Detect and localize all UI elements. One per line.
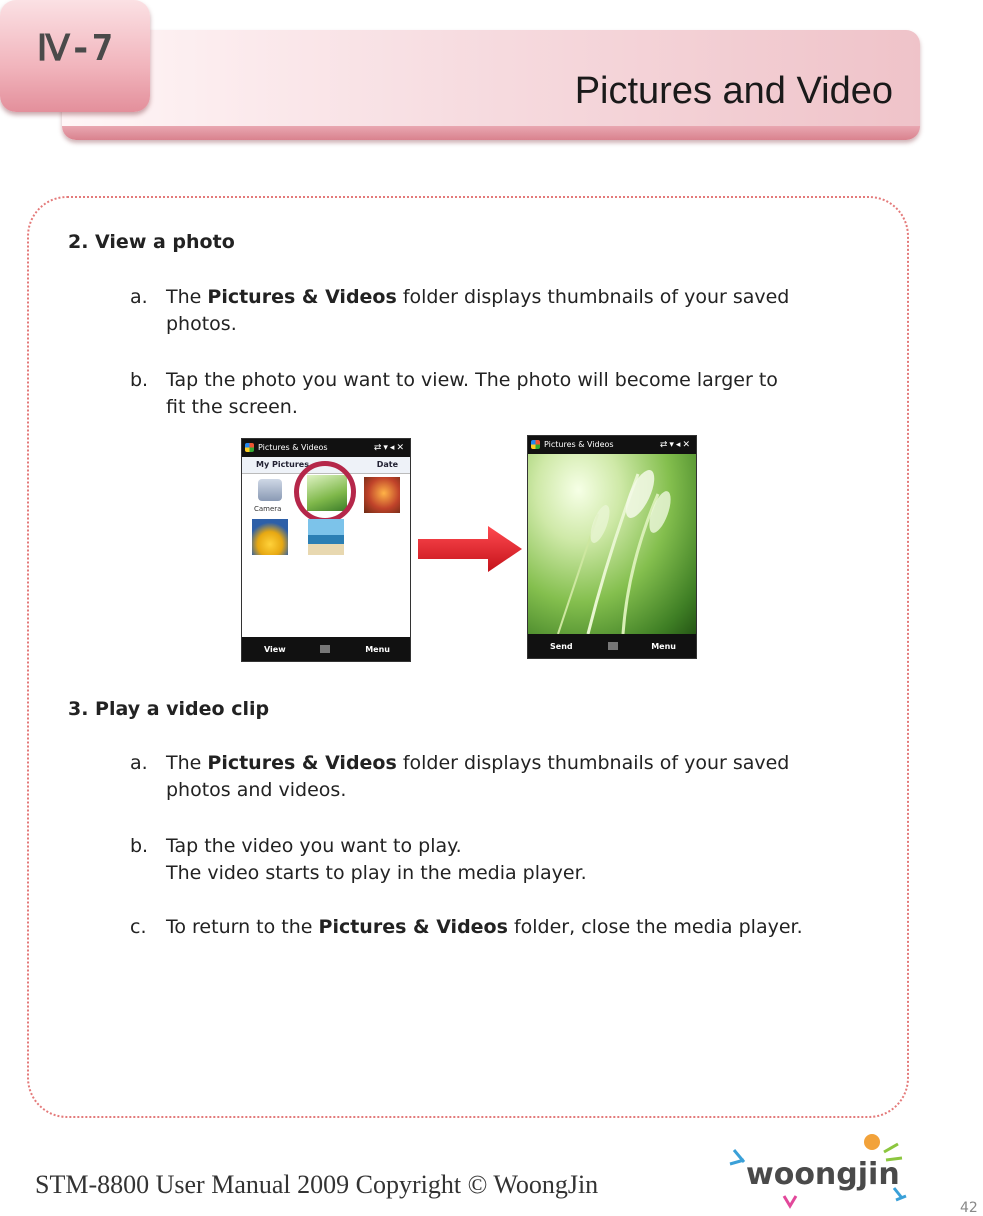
step-text-part: The [166, 286, 208, 308]
full-photo [528, 454, 696, 634]
right-arrow-icon [418, 526, 522, 572]
page-number: 42 [960, 1200, 978, 1216]
step-text [166, 283, 789, 311]
windows-start-icon [245, 443, 254, 452]
step-text [166, 913, 803, 941]
step-text-part: folder displays thumbnails of your saved [396, 752, 790, 774]
soft-key-send: Send [550, 642, 573, 651]
bold-folder-name: Pictures & Videos [207, 752, 397, 774]
photo-thumbnail [252, 519, 288, 555]
logo-wordmark: woongjin [746, 1157, 900, 1192]
list-marker: c. [130, 916, 147, 938]
app-title: Pictures & Videos [544, 440, 614, 449]
status-bar [528, 436, 696, 454]
bold-folder-name: Pictures & Videos [207, 286, 397, 308]
step-text: Tap the photo you want to view. The photo will become larger to [166, 369, 778, 391]
phone-screenshot-full-photo [527, 435, 697, 659]
step-text-part: folder displays thumbnails of your saved [396, 286, 790, 308]
soft-key-menu: Menu [651, 642, 676, 651]
step-text-continued: fit the screen. [166, 396, 298, 418]
section-heading-play-video: 3. Play a video clip [68, 698, 270, 720]
step-text-continued: photos. [166, 313, 237, 335]
status-bar [242, 439, 410, 457]
page-title: Pictures and Video [574, 70, 893, 112]
step-text-part: folder, close the media player. [507, 916, 803, 938]
step-text-part: The [166, 752, 208, 774]
keyboard-icon [320, 645, 330, 653]
section-number: Ⅳ-7 [36, 28, 114, 69]
list-marker: b. [130, 369, 149, 391]
woongjin-logo [724, 1130, 912, 1212]
soft-key-bar [242, 637, 410, 661]
section-badge [0, 0, 150, 112]
photo-thumbnail [308, 519, 344, 555]
status-icons: ⇄▾◂✕ [373, 443, 406, 453]
status-icons: ⇄▾◂✕ [659, 440, 692, 450]
bold-folder-name: Pictures & Videos [318, 916, 508, 938]
folder-dropdown: My Pictures [256, 460, 309, 469]
photo-thumbnail [364, 477, 400, 513]
app-title: Pictures & Videos [258, 443, 328, 452]
selection-circle [294, 461, 356, 523]
step-text-continued: The video starts to play in the media player. [166, 862, 587, 884]
soft-key-view: View [264, 645, 286, 654]
grass-illustration [528, 454, 696, 634]
sort-dropdown: Date [376, 460, 398, 469]
footer-copyright: STM-8800 User Manual 2009 Copyright © WoongJin [35, 1170, 599, 1199]
step-text-part: To return to the [166, 916, 319, 938]
step-text-continued: photos and videos. [166, 779, 347, 801]
camera-icon [258, 479, 282, 501]
step-text: Tap the video you want to play. [166, 835, 462, 857]
soft-key-bar [528, 634, 696, 658]
windows-start-icon [531, 440, 540, 449]
step-text [166, 749, 789, 777]
keyboard-icon [608, 642, 618, 650]
list-marker: a. [130, 286, 148, 308]
camera-label: Camera [254, 505, 282, 513]
soft-key-menu: Menu [365, 645, 390, 654]
list-marker: a. [130, 752, 148, 774]
content-frame [27, 196, 909, 1118]
phone-screenshot-thumbnails [241, 438, 411, 662]
section-heading-view-photo: 2. View a photo [68, 231, 235, 253]
list-marker: b. [130, 835, 149, 857]
